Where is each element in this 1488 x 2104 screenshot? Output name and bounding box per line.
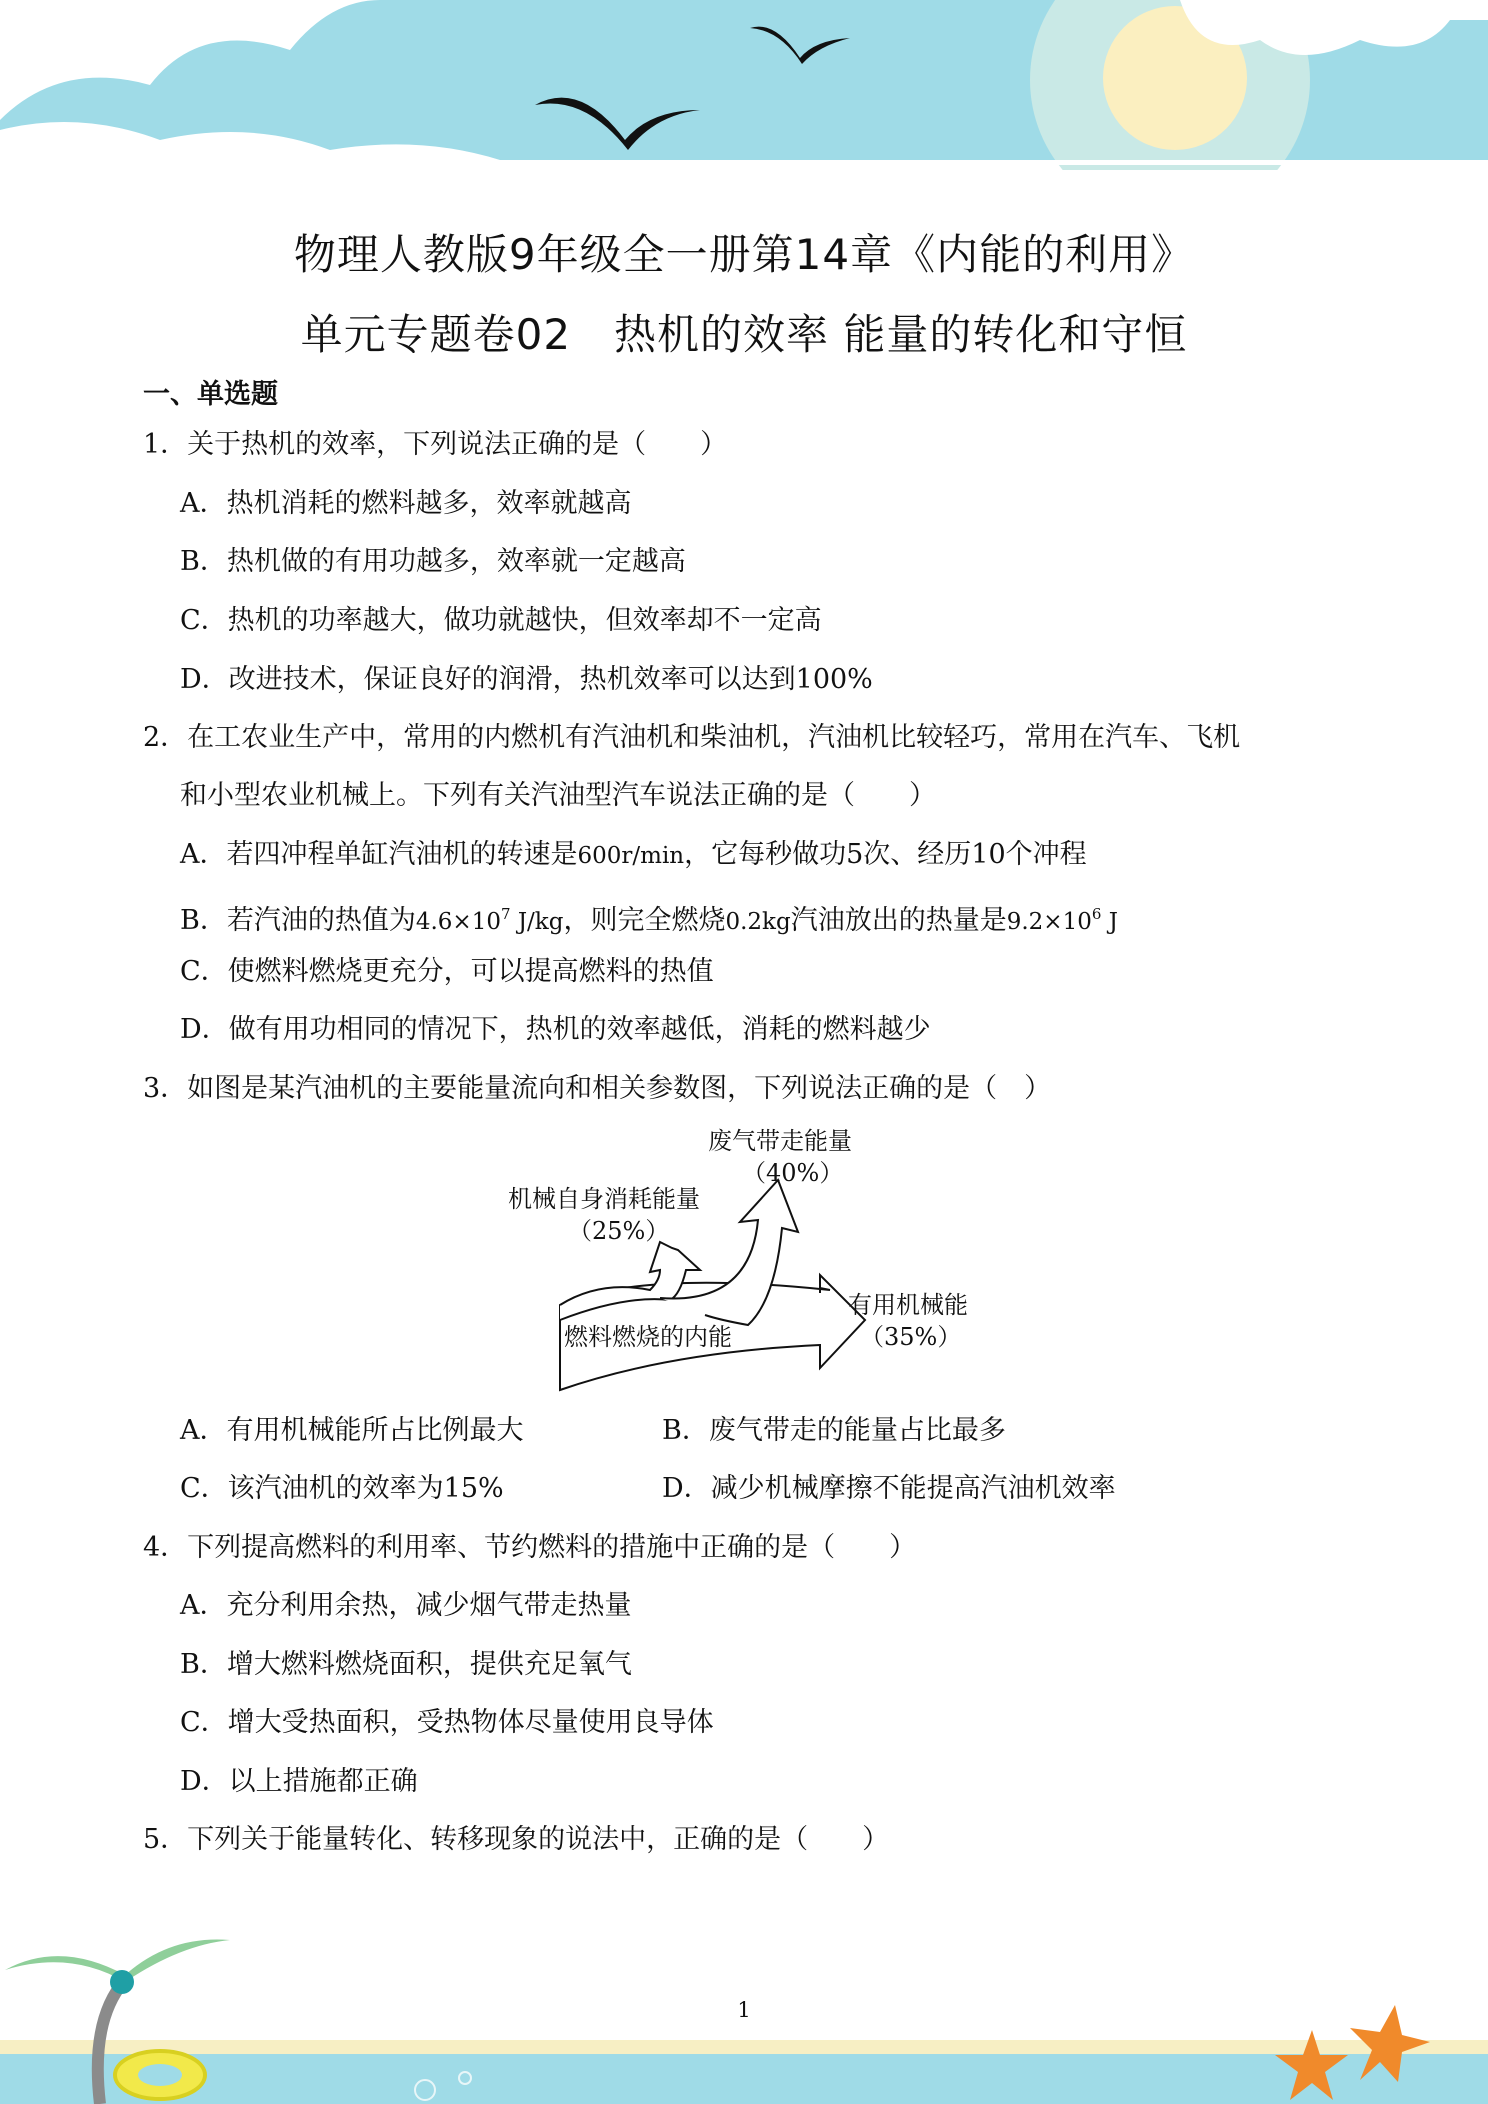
q3-option-b: B．废气带走的能量占比最多	[662, 1415, 1006, 1446]
q3-option-d: D．减少机械摩擦不能提高汽油机效率	[662, 1473, 1116, 1504]
q2-stem-line-1: 2．在工农业生产中，常用的内燃机有汽油机和柴油机，汽油机比较轻巧，常用在汽车、飞机	[143, 722, 1241, 753]
exhaust-label: 废气带走能量	[708, 1127, 852, 1155]
coconut-icon	[110, 1970, 134, 1994]
q2-option-b-prefix: B．若汽油的热值为	[180, 905, 416, 936]
q2-option-a-value: 600r/min	[577, 843, 685, 869]
q2-option-b-exp3: 6	[1091, 905, 1102, 923]
q1-option-b: B．热机做的有用功越多，效率就一定越高	[180, 546, 686, 577]
q1-option-d: D．改进技术，保证良好的润滑，热机效率可以达到100%	[180, 664, 873, 695]
q2-option-b-value1: 4.6×10	[415, 909, 501, 935]
q1-option-c: C．热机的功率越大，做功就越快，但效率却不一定高	[180, 605, 822, 636]
q2-option-a-prefix: A．若四冲程单缸汽油机的转速是	[180, 839, 578, 870]
q2-option-a-suffix: ，它每秒做功5次、经历10个冲程	[684, 839, 1087, 870]
useful-label: 有用机械能	[848, 1291, 968, 1319]
q3-option-a: A．有用机械能所占比例最大	[180, 1415, 524, 1446]
q2-option-b	[180, 897, 1118, 939]
q4-option-a: A．充分利用余热，减少烟气带走热量	[180, 1590, 632, 1621]
title-line-2: 单元专题卷02 热机的效率 能量的转化和守恒	[300, 310, 1188, 359]
q5-stem: 5．下列关于能量转化、转移现象的说法中，正确的是（ ）	[143, 1824, 890, 1855]
header-banner	[0, 0, 1488, 170]
useful-percent: （35%）	[860, 1323, 962, 1351]
input-label: 燃料燃烧的内能	[564, 1323, 732, 1351]
q2-option-b-value2: 0.2kg	[725, 909, 791, 935]
q2-option-b-value3: 9.2×10	[1006, 909, 1092, 935]
q2-option-b-unit3: J	[1101, 909, 1118, 935]
q2-option-b-unit1: J/kg	[510, 909, 564, 935]
q2-option-c: C．使燃料燃烧更充分，可以提高燃料的热值	[180, 956, 714, 987]
q2-option-d: D．做有用功相同的情况下，热机的效率越低，消耗的燃料越少	[180, 1014, 931, 1045]
q4-option-c: C．增大受热面积，受热物体尽量使用良导体	[180, 1707, 714, 1738]
q2-option-b-exp1: 7	[500, 905, 511, 923]
q1-stem: 1．关于热机的效率，下列说法正确的是（ ）	[143, 429, 728, 460]
q4-stem: 4．下列提高燃料的利用率、节约燃料的措施中正确的是（ ）	[143, 1532, 917, 1563]
q2-stem-line-2: 和小型农业机械上。下列有关汽油型汽车说法正确的是（ ）	[180, 780, 936, 811]
footer-banner	[0, 1890, 1488, 2104]
q2-option-a	[180, 838, 1087, 873]
q3-option-c: C．该汽油机的效率为15%	[180, 1473, 504, 1504]
page-number: 1	[737, 1998, 751, 2022]
title-line-1: 物理人教版9年级全一册第14章《内能的利用》	[293, 230, 1195, 279]
q4-option-b: B．增大燃料燃烧面积，提供充足氧气	[180, 1649, 632, 1680]
exhaust-percent: （40%）	[742, 1159, 844, 1187]
q3-stem: 3．如图是某汽油机的主要能量流向和相关参数图，下列说法正确的是（ ）	[143, 1073, 1052, 1104]
q2-option-b-mid: ，则完全燃烧	[563, 905, 726, 936]
q1-option-a: A．热机消耗的燃料越多，效率就越高	[180, 488, 632, 519]
friction-label: 机械自身消耗能量	[508, 1185, 700, 1213]
friction-percent: （25%）	[568, 1217, 670, 1245]
section-heading: 一、单选题	[143, 379, 278, 410]
energy-flow-diagram	[490, 1120, 1010, 1400]
q4-option-d: D．以上措施都正确	[180, 1766, 418, 1797]
q2-option-b-mid2: 汽油放出的热量是	[790, 905, 1007, 936]
